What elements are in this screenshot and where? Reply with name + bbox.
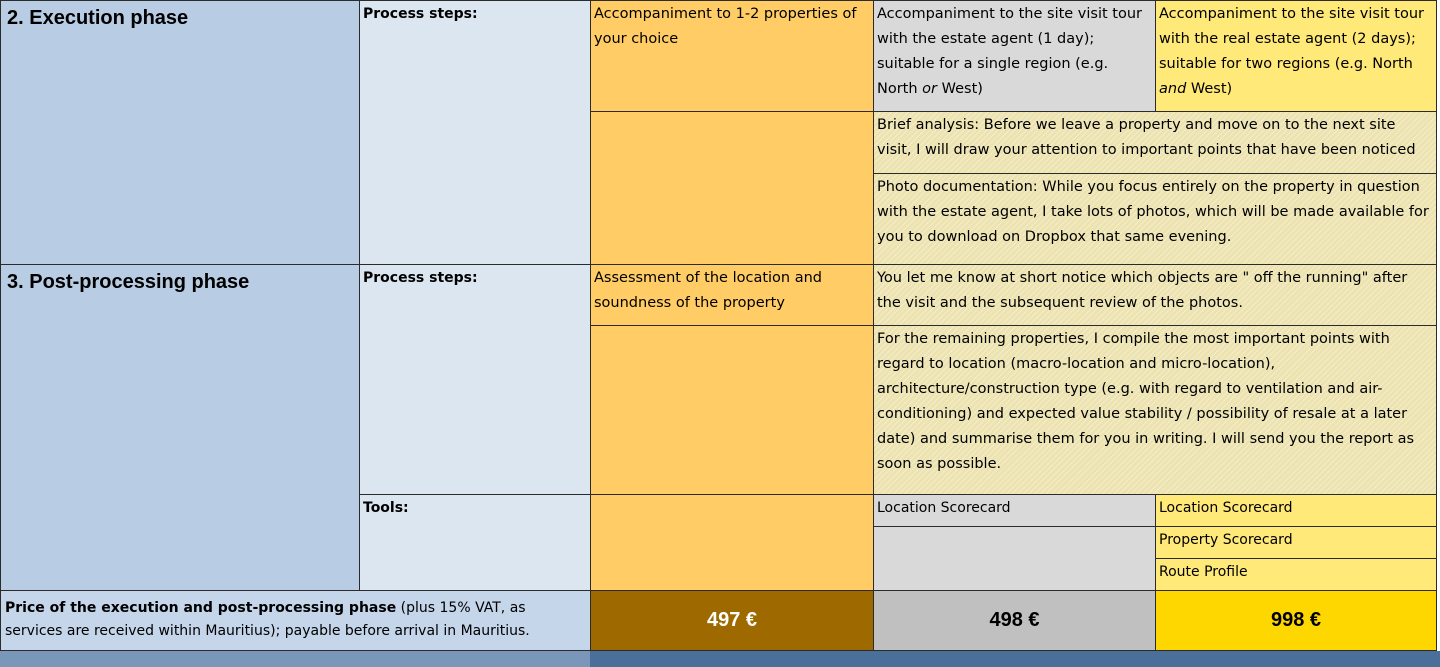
remaining-properties-cell	[873, 325, 1437, 495]
price-col2-value: 498 €	[989, 609, 1040, 631]
post-processing-col1-empty	[590, 325, 874, 495]
tools-col3-item	[1155, 526, 1437, 559]
price-col3-value: 998 €	[1270, 609, 1322, 631]
tools-col3-item	[1155, 558, 1437, 591]
post-processing-process-steps-text: Process steps:	[363, 270, 478, 286]
post-processing-col1-step	[590, 264, 874, 326]
post-processing-phase-title-text: 3. Post-processing phase	[7, 271, 250, 293]
tools-col1-empty	[590, 494, 874, 591]
execution-col3-step-text-a: Accompaniment to the site visit tour with the real estate agent (2 days); suitable for two regions (e.g. North	[1159, 6, 1425, 72]
brief-analysis-cell	[873, 111, 1437, 174]
execution-col2-step-text-b: West)	[937, 81, 983, 97]
execution-col1-step	[590, 0, 874, 112]
execution-process-steps-label	[359, 0, 591, 265]
tools-col3-location-scorecard: Location Scorecard	[1159, 500, 1293, 516]
price-label	[0, 590, 591, 651]
execution-col3-step-emphasis: and	[1159, 81, 1187, 97]
execution-phase-title	[0, 0, 360, 265]
execution-col3-step-text-b: West)	[1186, 81, 1233, 97]
tools-label-text: Tools:	[363, 500, 409, 516]
execution-col3-step	[1155, 0, 1437, 112]
execution-phase-title-text: 2. Execution phase	[7, 7, 189, 29]
execution-col2-step-text-a: Accompaniment to the site visit tour with the estate agent (1 day); suitable for a single region (e.g. North	[877, 6, 1143, 97]
execution-col1-empty	[590, 111, 874, 265]
execution-process-steps-text: Process steps:	[363, 6, 478, 22]
tools-col3-route-profile: Route Profile	[1159, 564, 1248, 580]
photo-documentation-text: Photo documentation: While you focus entirely on the property in question with the estate agent, I take lots of photos, which will be made available for you to download on Dropbox that same evening.	[877, 179, 1429, 245]
tools-label	[359, 494, 591, 591]
tools-col2-empty	[873, 526, 1156, 591]
execution-col2-step-emphasis: or	[922, 81, 938, 97]
tools-col2-item	[873, 494, 1156, 527]
brief-analysis-text: Brief analysis: Before we leave a property and move on to the next site visit, I will draw your attention to important points that have been noticed	[877, 117, 1416, 158]
price-label-rest: (plus 15% VAT, as services are received within Mauritius); payable before arrival in Mauritius.	[5, 600, 530, 639]
post-processing-phase-title	[0, 264, 360, 591]
post-processing-process-steps-label	[359, 264, 591, 495]
price-col1-value: 497 €	[706, 609, 758, 631]
remaining-properties-text: For the remaining properties, I compile the most important points with regard to location (macro-location and micro-location), architecture/construction type (e.g. with regard to ventilation and air-conditioning) and expected value stability / possibility of resale at a later date) and summarise them for you in writing. I will send you the report as soon as possible.	[877, 331, 1415, 472]
off-running-cell	[873, 264, 1437, 326]
execution-col1-step-text: Accompaniment to 1-2 properties of your choice	[594, 6, 857, 47]
execution-col2-step	[873, 0, 1156, 112]
price-label-bold: Price of the execution and post-processing phase	[5, 600, 397, 616]
tools-col3-item	[1155, 494, 1437, 527]
off-running-text: You let me know at short notice which objects are " off the running" after the visit and the subsequent review of the photos.	[877, 270, 1408, 311]
tools-col2-location-scorecard: Location Scorecard	[877, 500, 1011, 516]
photo-documentation-cell	[873, 173, 1437, 265]
tools-col3-property-scorecard: Property Scorecard	[1159, 532, 1293, 548]
post-processing-col1-step-text: Assessment of the location and soundness of the property	[594, 270, 822, 311]
price-col1	[590, 590, 874, 651]
price-col2	[873, 590, 1156, 651]
price-col3	[1155, 590, 1437, 651]
bottom-band-left	[0, 651, 590, 667]
